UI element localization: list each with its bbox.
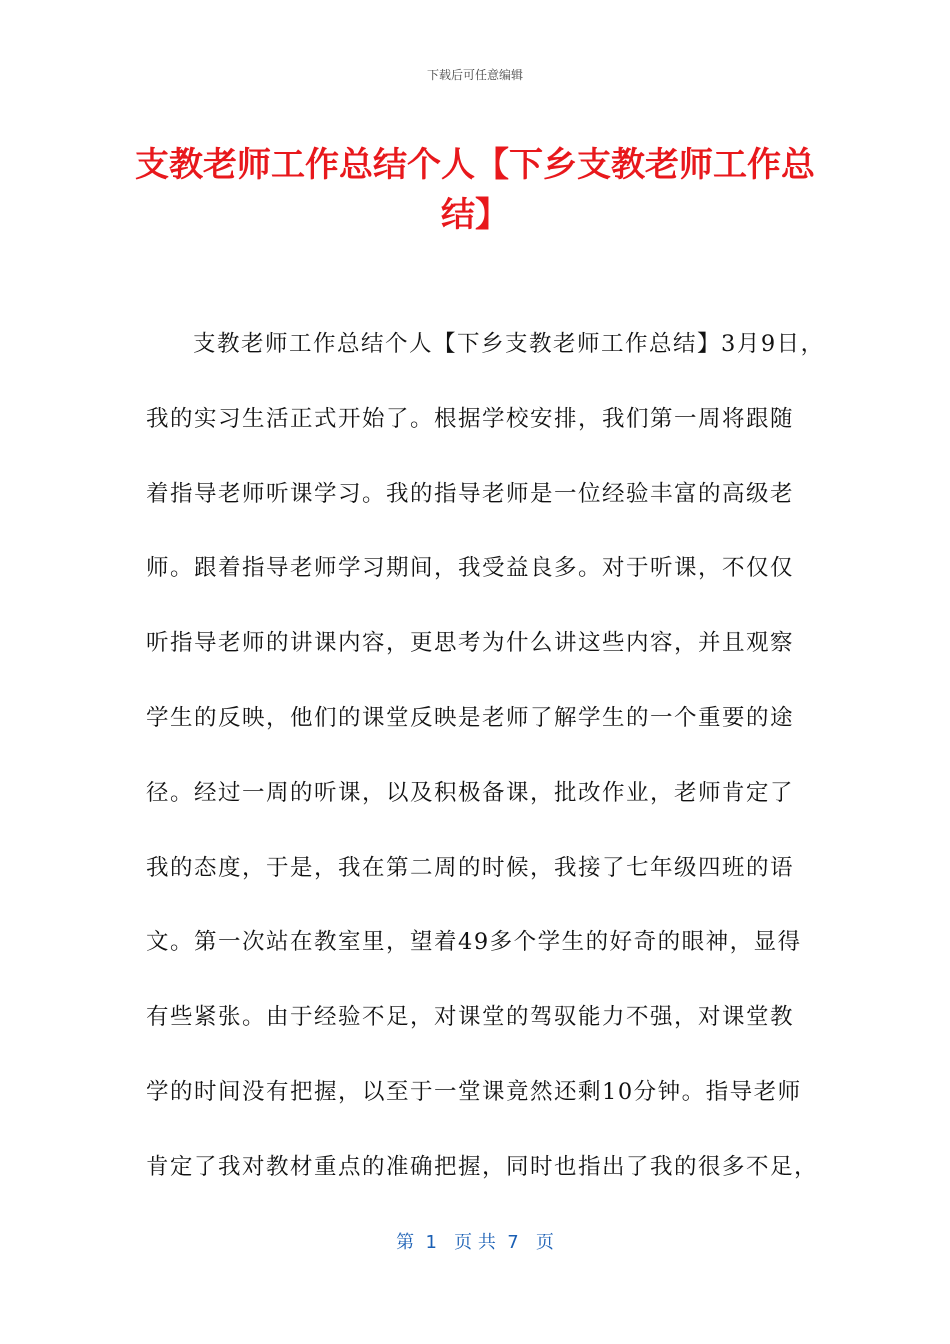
body-line: 学生的反映，他们的课堂反映是老师了解学生的一个重要的途: [146, 704, 795, 731]
body-line: 着指导老师听课学习。我的指导老师是一位经验丰富的高级老: [146, 480, 795, 507]
body-line: 学的时间没有把握，以至于一堂课竟然还剩10分钟。指导老师: [146, 1078, 802, 1105]
body-line: 支教老师工作总结个人【下乡支教老师工作总结】3月9日，: [193, 331, 825, 357]
body-line: 听指导老师的讲课内容，更思考为什么讲这些内容，并且观察: [146, 630, 795, 657]
document-title: 支教老师工作总结个人【下乡支教老师工作总结】: [135, 145, 815, 235]
body-line: 文。第一次站在教室里，望着49多个学生的好奇的眼神，显得: [146, 929, 802, 956]
header-note: 下载后可任意编辑: [426, 68, 523, 82]
body-line: 径。经过一周的听课，以及积极备课，批改作业，老师肯定了: [146, 779, 795, 806]
body-line: 有些紧张。由于经验不足，对课堂的驾驭能力不强，对课堂教: [146, 1004, 795, 1031]
body-text: [146, 326, 825, 1224]
body-line: 我的态度，于是，我在第二周的时候，我接了七年级四班的语: [146, 854, 795, 881]
page-footer: 第 1 页 共 7 页: [396, 1232, 554, 1253]
body-line: 我的实习生活正式开始了。根据学校安排，我们第一周将跟随: [146, 405, 795, 432]
body-line: 肯定了我对教材重点的准确把握，同时也指出了我的很多不足，: [146, 1153, 819, 1180]
body-line: 师。跟着指导老师学习期间，我受益良多。对于听课，不仅仅: [146, 555, 795, 582]
